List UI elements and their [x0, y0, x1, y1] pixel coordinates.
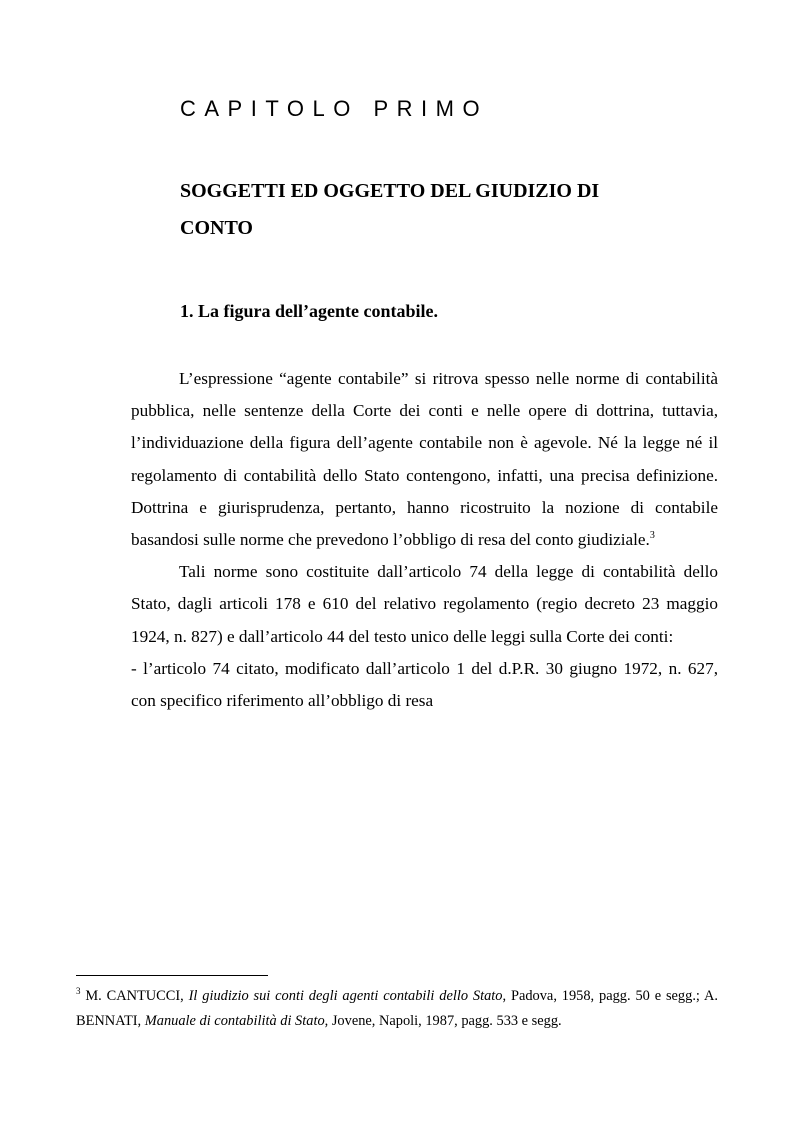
footnote-work-2: Manuale di contabilità di Stato: [144, 1013, 325, 1029]
footnote-work-1: Il giudizio sui conti degli agenti contabili dello Stato: [188, 988, 503, 1004]
section-title-line-1: SOGGETTI ED OGGETTO DEL GIUDIZIO DI: [180, 180, 600, 202]
paragraph-1: [131, 363, 718, 556]
paragraph-1-text: L’espressione “agente contabile” si ritrova spesso nelle norme di contabilità pubblica, nelle sentenze della Corte dei conti e nelle opere di dottrina, tuttavia, l’individuazione della figura dell’agente contabile non è agevole. Né la legge né il regolamento di contabilità dello Stato contengono, infatti, una precisa definizione. Dottrina e giurisprudenza, pertanto, hanno ricostruito la nozione di contabile basandosi sulle norme che prevedono l’obbligo di resa del conto giudiziale.: [131, 369, 718, 550]
subsection-title: 1. La figura dell’agente contabile.: [180, 301, 438, 321]
footnote-separator: [76, 975, 268, 976]
footnote-reference[interactable]: 3: [649, 530, 655, 542]
paragraph-2: Tali norme sono costituite dall’articolo 74 della legge di contabilità dello Stato, dagli articoli 178 e 610 del relativo regolamento (regio decreto 23 maggio 1924, n. 827) e dall’articolo 44 del testo unico delle leggi sulla Corte dei conti:: [131, 562, 718, 646]
footnote-details-2: , Jovene, Napoli, 1987, pagg. 533 e segg.: [324, 1013, 562, 1029]
footnote-author-1: M. CANTUCCI,: [85, 988, 184, 1004]
footnote-details-1: , Padova, 1958, pagg. 50 e segg.; A. BENNATI,: [76, 988, 718, 1029]
section-title-line-2: CONTO: [180, 217, 253, 239]
footnote-text: [76, 984, 718, 1034]
footnote-number: 3: [76, 986, 81, 996]
paragraph-3: - l’articolo 74 citato, modificato dall’articolo 1 del d.P.R. 30 giugno 1972, n. 627, con specifico riferimento all’obbligo di resa: [131, 658, 718, 711]
footnote: [76, 984, 718, 1034]
chapter-title: CAPITOLO PRIMO: [180, 96, 489, 121]
body-text: [131, 363, 718, 717]
section-title: [180, 173, 700, 247]
